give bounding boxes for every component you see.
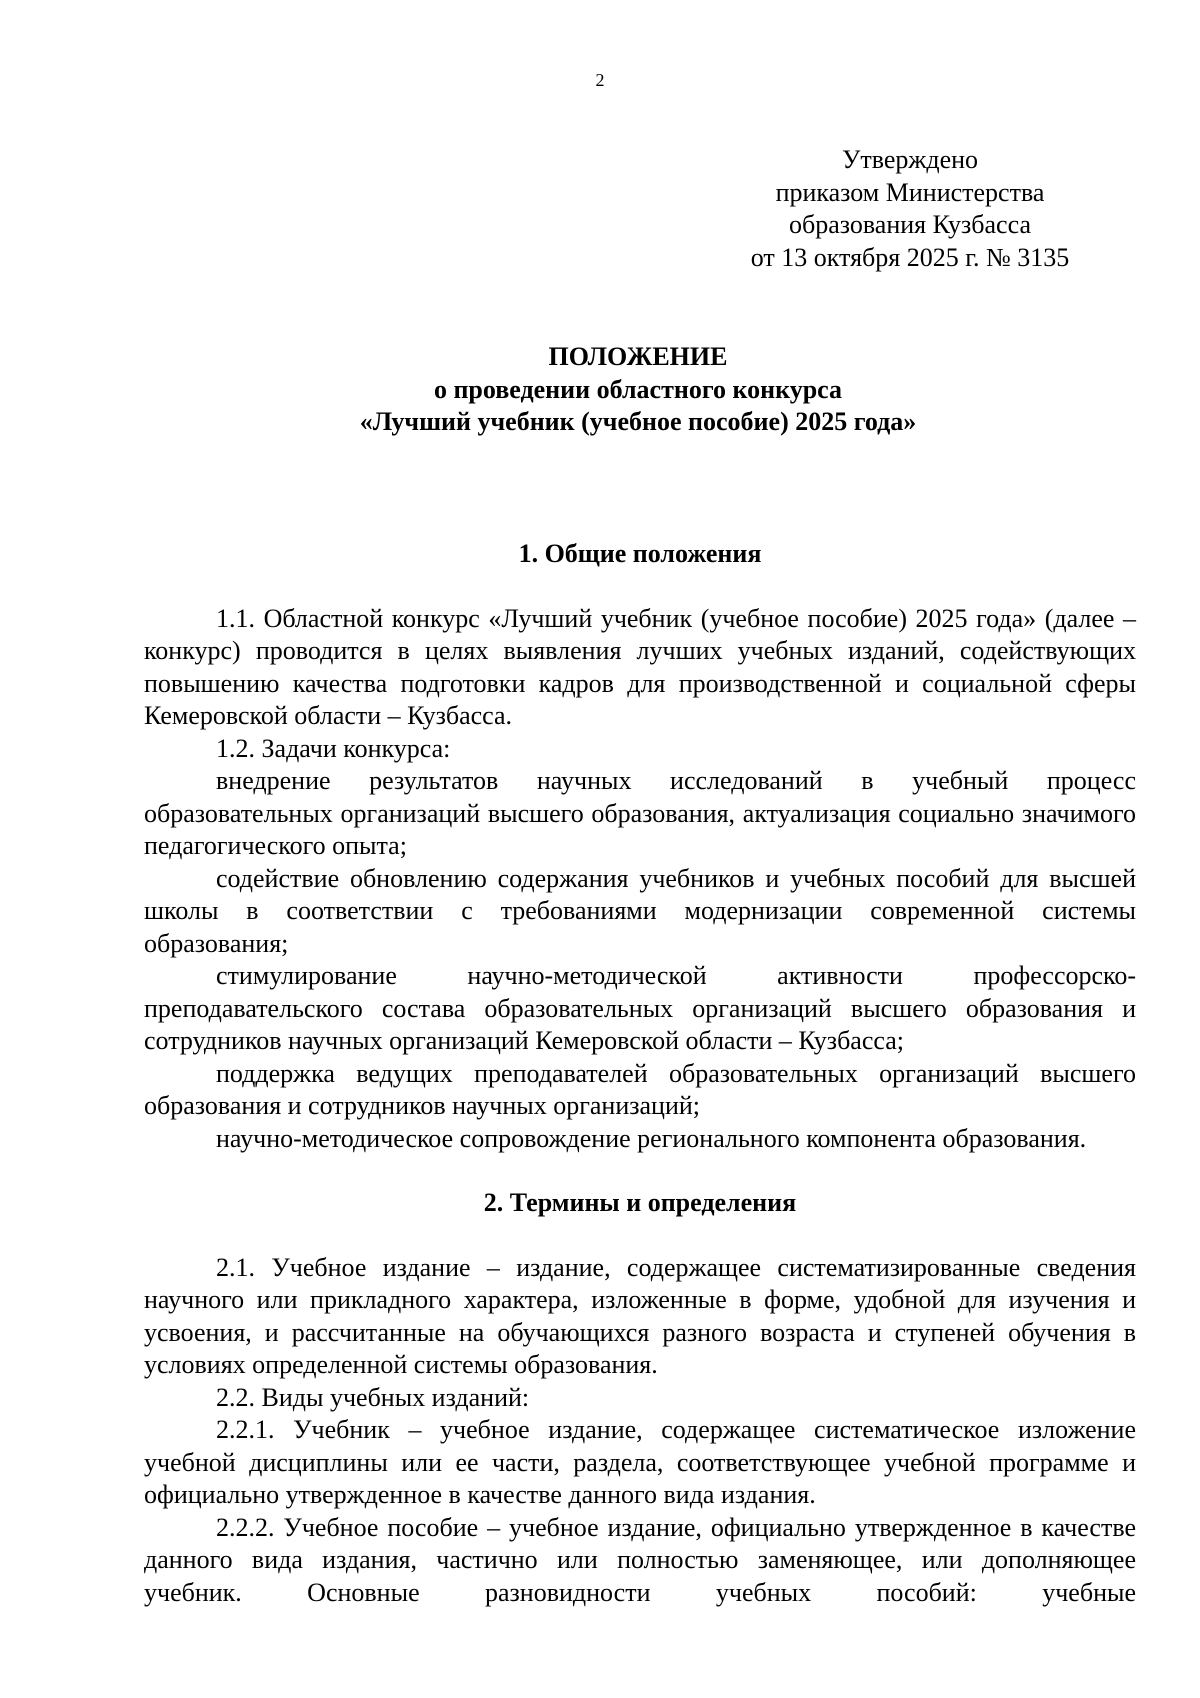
section-heading-general: 1. Общие положения — [518, 539, 762, 568]
paragraph-2-2-1: 2.2.1. Учебник – учебное издание, содержащее систематическое изложение учебной дисциплины или ее части, раздела, соответствующее учебной программе и официально утвержденное в качестве данного вида издания. — [144, 1415, 1136, 1509]
task-item: внедрение результатов научных исследований в учебный процесс образовательных организаций высшего образования, актуализация социально значимого педагогического опыта; — [144, 766, 1136, 860]
task-item: содействие обновлению содержания учебников и учебных пособий для высшей школы в соответствии с требованиями модернизации современной системы образования; — [144, 863, 1136, 958]
paragraph-1-2: 1.2. Задачи конкурса: — [216, 733, 451, 763]
paragraph-2-2-2: 2.2.2. Учебное пособие – учебное издание, официально утвержденное в качестве данного вида издания, частично или полностью заменяющее, или дополняющее учебник. Основные разновидности учебных пособий: учебные — [144, 1512, 1136, 1607]
approval-line: Утверждено — [841, 145, 979, 174]
approval-order-number: от 13 октября 2025 г. № 3135 — [750, 242, 1070, 272]
paragraph-2-1: 2.1. Учебное издание – издание, содержащее систематизированные сведения научного или прикладного характера, изложенные в форме, удобной для изучения и усвоения, и рассчитанные на обучающихся разного возраста и ступеней обучения в условиях определенной системы образования. — [144, 1252, 1136, 1379]
title-line: о проведении областного конкурса — [433, 374, 843, 404]
title-line: ПОЛОЖЕНИЕ — [548, 342, 728, 371]
task-item: стимулирование научно-методической активности профессорско-преподавательского состава образовательных организаций высшего образования и сотрудников научных организаций Кемеровской области – Кузбасса; — [144, 961, 1136, 1055]
approval-line: приказом Министерства — [775, 177, 1045, 207]
approval-line: образования Кузбасса — [788, 210, 1031, 239]
task-item: поддержка ведущих преподавателей образовательных организаций высшего образования и сотрудников научных организаций; — [144, 1058, 1136, 1120]
task-item: научно-методическое сопровождение регионального компонента образования. — [216, 1123, 1087, 1153]
approval-stamp-block — [700, 144, 1120, 274]
paragraph-1-1: 1.1. Областной конкурс «Лучший учебник (учебное пособие) 2025 года» (далее – конкурс) проводится в целях выявления лучших учебных изданий, содействующих повышению качества подготовки кадров для производственной и социальной сферы Кемеровской области – Кузбасса. — [144, 603, 1136, 730]
section-heading-terms: 2. Термины и определения — [483, 1188, 797, 1217]
page-number: 2 — [595, 70, 605, 90]
title-line: «Лучший учебник (учебное пособие) 2025 года» — [359, 407, 917, 436]
paragraph-2-2: 2.2. Виды учебных изданий: — [216, 1382, 530, 1412]
document-body — [144, 538, 1136, 1609]
document-title — [140, 341, 1136, 439]
